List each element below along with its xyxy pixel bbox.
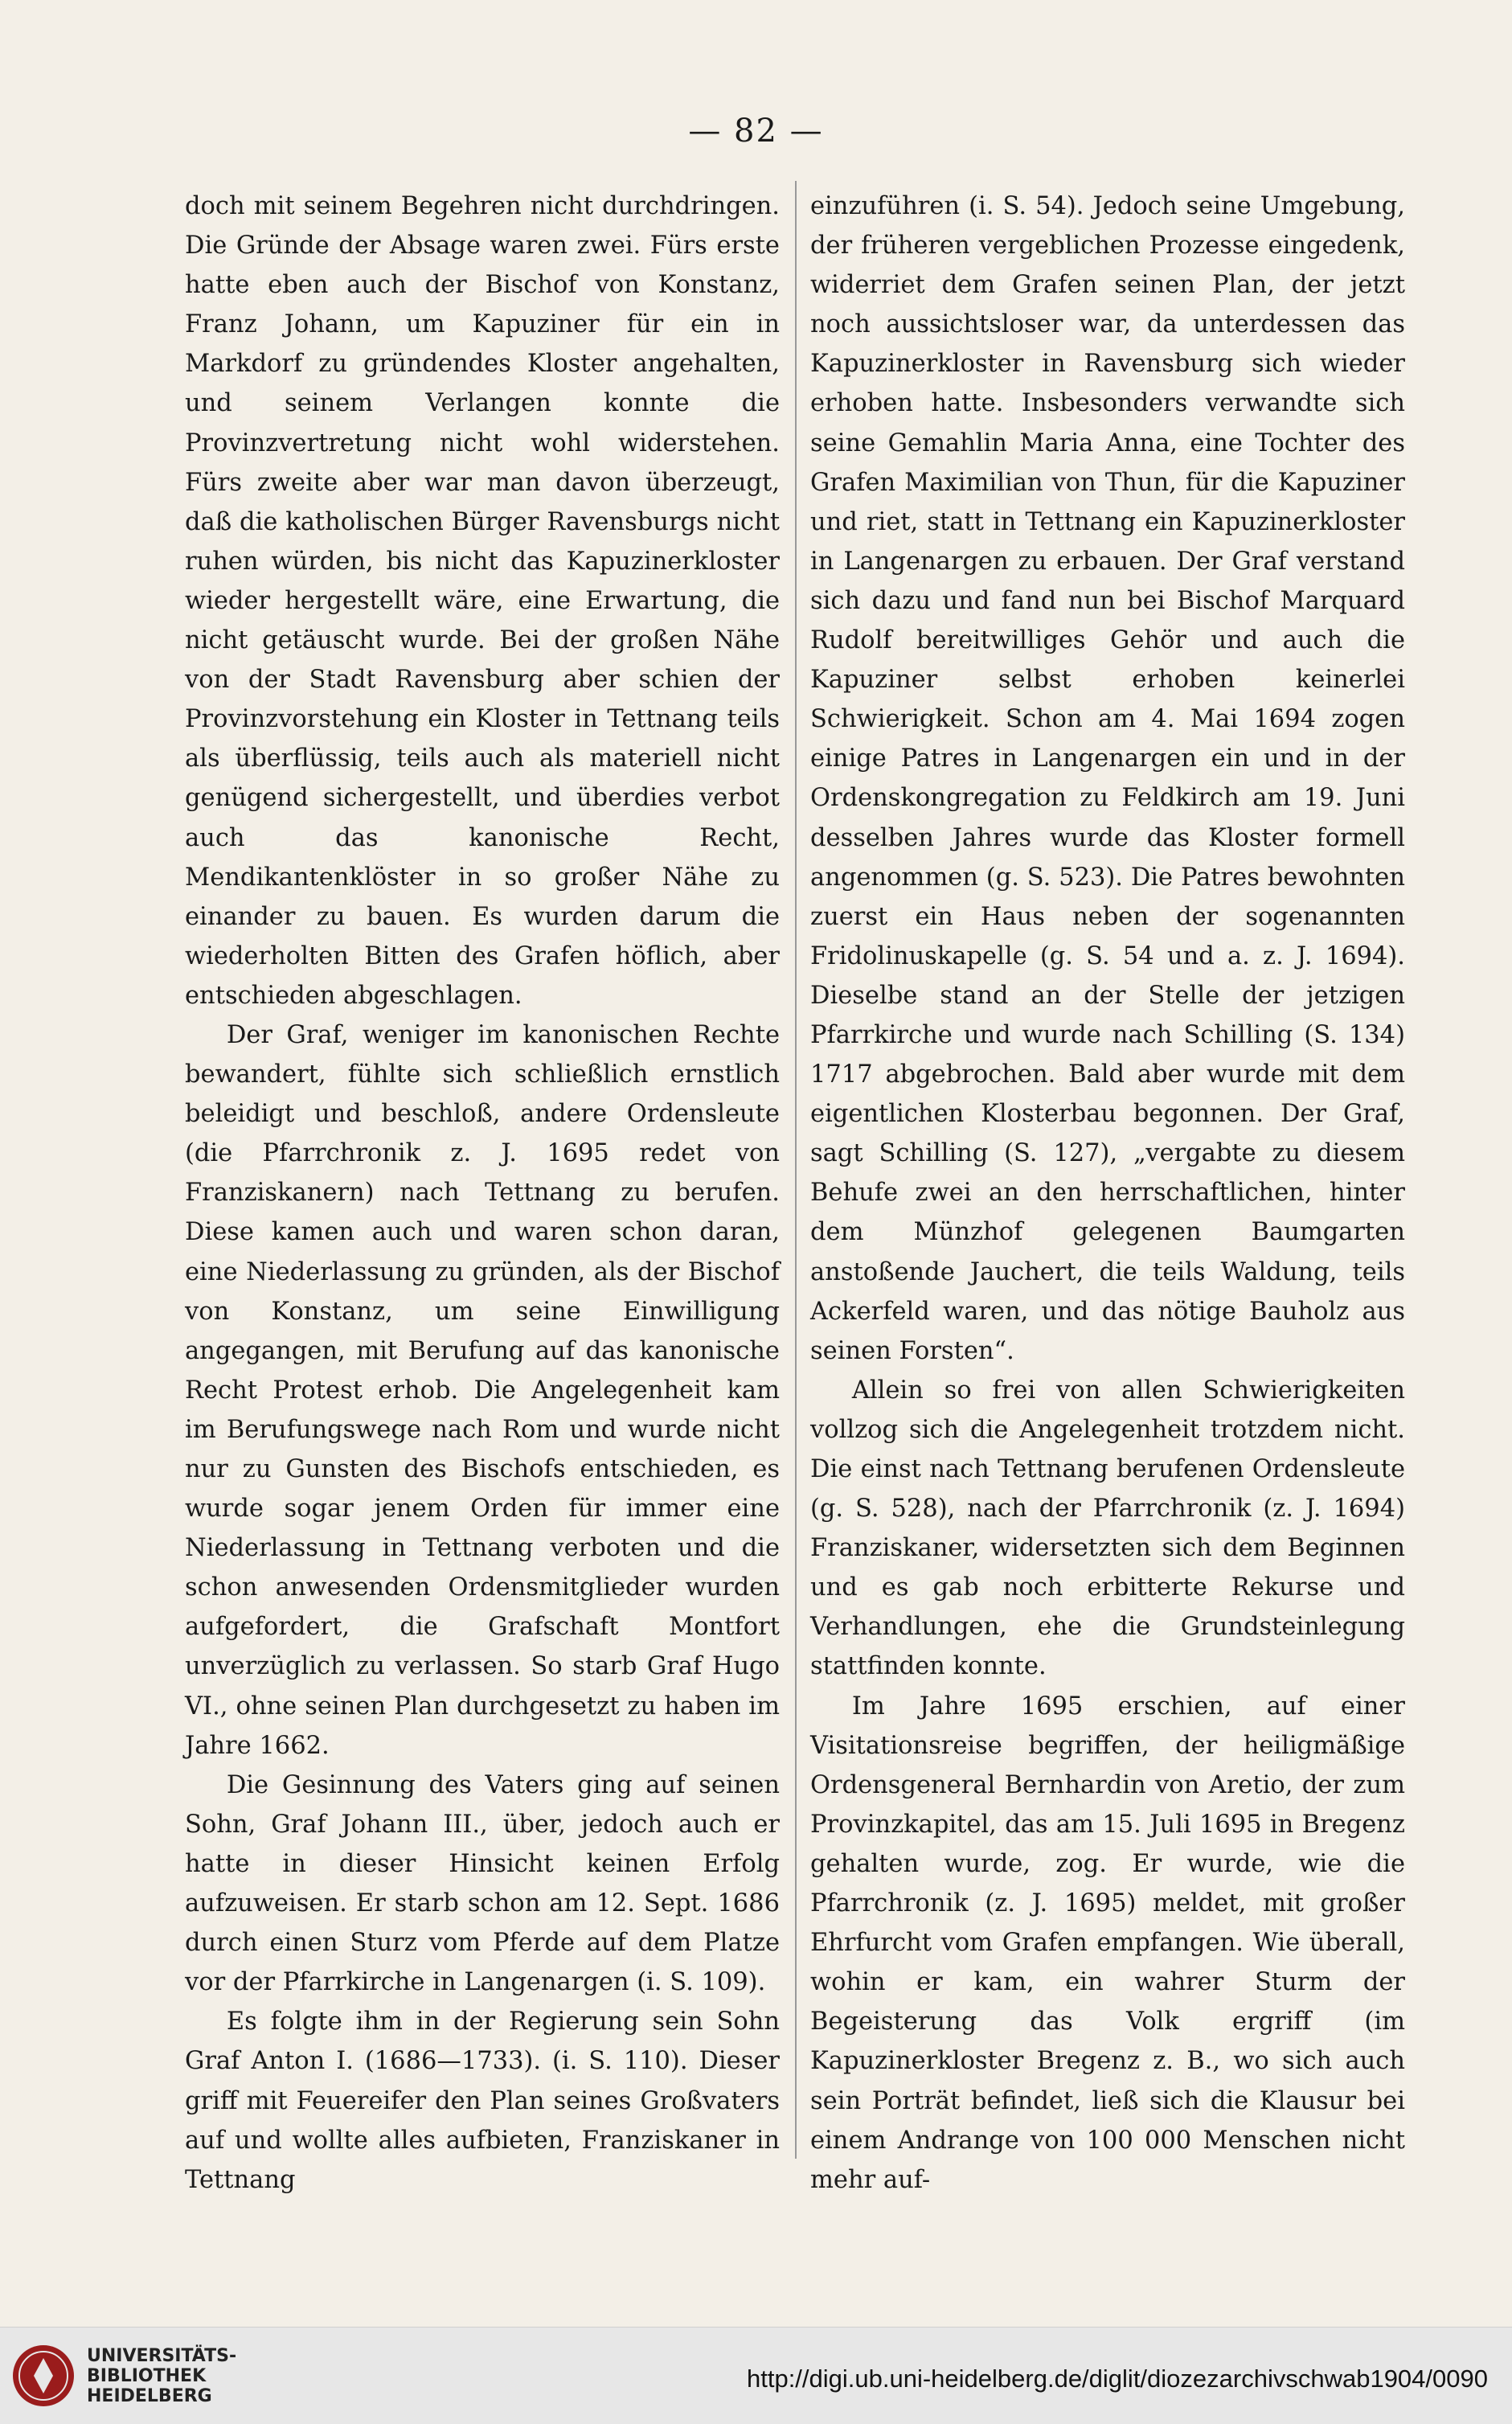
paragraph: Die Gesinnung des Vaters ging auf seinen Sohn, Graf Johann III., über, jedoch auch er hatte in dieser Hinsicht keinen Erfolg aufzuweisen. Er starb schon am 12. Sept. 1686 durch einen Sturz vom Pferde auf dem Platze vor der Pfarrkirche in Langenargen (i. S. 109). bbox=[185, 1770, 780, 1997]
paragraph: Im Jahre 1695 erschien, auf einer Visitationsreise begriffen, der heiligmäßige Ordensgeneral Bernhardin von Aretio, der zum Provinzkapitel, das am 15. Juli 1695 in Bregenz gehalten wurde, zog. Er wurde, wie die Pfarrchronik (z. J. 1695) meldet, mit großer Ehrfurcht vom Grafen empfangen. Wie überall, wohin er kam, ein wahrer Sturm der Begeisterung das Volk ergriff (im Kapuzinerkloster Bregenz z. B., wo sich auch sein Porträt befindet, ließ sich die Klausur bei einem Andrange von 100 000 Menschen nicht mehr auf- bbox=[810, 1692, 1405, 2194]
paragraph: doch mit seinem Begehren nicht durchdringen. Die Gründe der Absage waren zwei. Fürs erste hatte eben auch der Bischof von Konstanz, Franz Johann, um Kapuziner für ein in Markdorf zu gründendes Kloster angehalten, und seinem Verlangen konnte die Provinzvertretung nicht wohl widerstehen. Fürs zweite aber war man davon überzeugt, daß die katholischen Bürger Ravensburgs nicht ruhen würden, bis nicht das Kapuzinerkloster wieder hergestellt wäre, eine Erwartung, die nicht getäuscht wurde. Bei der großen Nähe von der Stadt Ravensburg aber schien der Provinzvorstehung ein Kloster in Tettnang teils als überflüssig, teils auch als materiell nicht genügend sichergestellt, und überdies verbot auch das kanonische Recht, Mendikantenklöster in so großer Nähe zu einander zu bauen. Es wurden darum die wiederholten Bitten des Grafen höflich, aber entschieden abgeschlagen. bbox=[185, 192, 780, 1010]
paragraph: Allein so frei von allen Schwierigkeiten vollzog sich die Angelegenheit trotzdem nicht. Die einst nach Tettnang berufenen Ordensleute (g. S. 528), nach der Pfarrchronik (z. J. 1694) Franziskaner, widersetzten sich dem Beginnen und es gab noch erbitterte Rekurse und Verhandlungen, ehe die Grundsteinlegung stattfinden konnte. bbox=[810, 1376, 1405, 1681]
library-name-line: HEIDELBERG bbox=[87, 2385, 212, 2406]
paragraph: Der Graf, weniger im kanonischen Rechte bewandert, fühlte sich schließlich ernstlich beleidigt und beschloß, andere Ordensleute (die Pfarrchronik z. J. 1695 redet von Franziskanern) nach Tettnang zu berufen. Diese kamen auch und waren schon daran, eine Niederlassung zu gründen, als der Bischof von Konstanz, um seine Einwilligung angegangen, mit Berufung auf das kanonische Recht Protest erhob. Die Angelegenheit kam im Berufungswege nach Rom und wurde nicht nur zu Gunsten des Bischofs entschieden, es wurde sogar jenem Orden für immer eine Niederlassung in Tettnang verboten und die schon anwesenden Ordensmitglieder wurden aufgefordert, die Grafschaft Montfort unverzüglich zu verlassen. So starb Graf Hugo VI., ohne seinen Plan durchgesetzt zu haben im Jahre 1662. bbox=[185, 1020, 780, 1760]
paragraph: einzuführen (i. S. 54). Jedoch seine Umgebung, der früheren vergeblichen Prozesse eingedenk, widerriet dem Grafen seinen Plan, der jetzt noch aussichtsloser war, da unterdessen das Kapuzinerkloster in Ravensburg sich wieder erhoben hatte. Insbesonders verwandte sich seine Gemahlin Maria Anna, eine Tochter des Grafen Maximilian von Thun, für die Kapuziner und riet, statt in Tettnang ein Kapuzinerkloster in Langenargen zu erbauen. Der Graf verstand sich dazu und fand nun bei Bischof Marquard Rudolf bereitwilliges Gehör und auch die Kapuziner selbst erhoben keinerlei Schwierigkeit. Schon am 4. Mai 1694 zogen einige Patres in Langenargen ein und in der Ordenskongregation zu Feldkirch am 19. Juni desselben Jahres wurde das Kloster formell angenommen (g. S. 523). Die Patres bewohnten zuerst ein Haus neben der sogenannten Fridolinuskapelle (g. S. 54 und a. z. J. 1694). Dieselbe stand an der Stelle der jetzigen Pfarrkirche und wurde nach Schilling (S. 134) 1717 abgebrochen. Bald aber wurde mit dem eigentlichen Klosterbau begonnen. Der Graf, sagt Schilling (S. 127), „vergabte zu diesem Behufe zwei an den herrschaftlichen, hinter dem Münzhof gelegenen Baumgarten anstoßende Jauchert, die teils Waldung, teils Ackerfeld waren, und das nötige Bauholz aus seinen Forsten“. bbox=[810, 192, 1405, 1365]
library-logo[interactable] bbox=[11, 2344, 236, 2408]
library-name bbox=[87, 2346, 236, 2406]
column-divider bbox=[795, 181, 797, 2159]
university-seal-icon bbox=[11, 2344, 76, 2408]
left-column bbox=[185, 187, 780, 2200]
footer-bar bbox=[0, 2327, 1512, 2424]
library-name-line: UNIVERSITÄTS- bbox=[87, 2345, 237, 2366]
page-number: — 82 — bbox=[688, 113, 824, 150]
source-url-link[interactable]: http://digi.ub.uni-heidelberg.de/diglit/diozezarchivschwab1904/0090 bbox=[746, 2365, 1488, 2393]
library-name-line: BIBLIOTHEK bbox=[87, 2365, 207, 2386]
paragraph: Es folgte ihm in der Regierung sein Sohn Graf Anton I. (1686—1733). (i. S. 110). Dieser griff mit Feuereifer den Plan seines Großvaters auf und wollte alles aufbieten, Franziskaner in Tettnang bbox=[185, 2008, 780, 2194]
right-column bbox=[810, 187, 1405, 2200]
